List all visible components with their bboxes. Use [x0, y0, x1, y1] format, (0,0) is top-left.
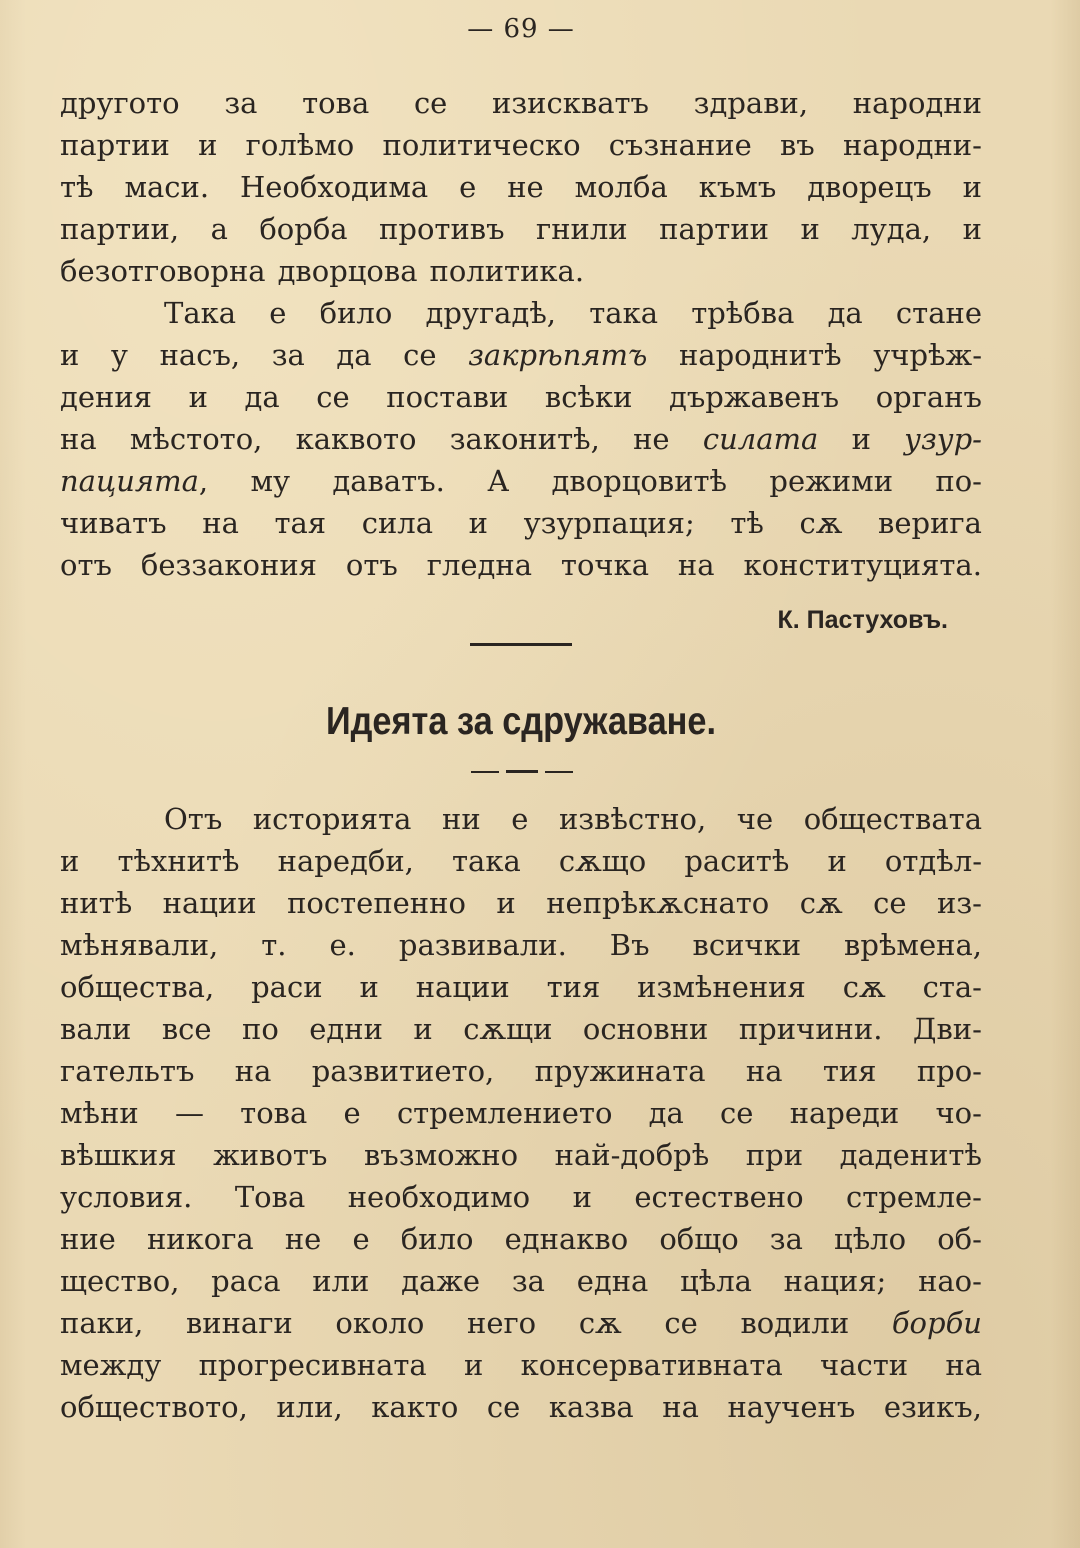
word: него — [467, 1306, 537, 1340]
word: езикъ, — [883, 1390, 982, 1424]
text-line — [60, 1134, 982, 1176]
text-line — [60, 208, 982, 250]
word: Това — [234, 1180, 306, 1214]
word: здрави, — [693, 86, 809, 120]
word: държавенъ — [669, 380, 840, 414]
word: постави — [386, 380, 509, 414]
text-line — [60, 882, 982, 924]
word: учрѣж- — [873, 338, 982, 372]
word: — — [174, 1096, 204, 1130]
word: трѣбва — [691, 296, 795, 330]
word: еднакво — [504, 1222, 629, 1256]
word: раси — [251, 970, 323, 1004]
word: нитѣ — [60, 886, 133, 920]
word: народнитѣ — [678, 338, 842, 372]
word: и — [413, 1012, 433, 1046]
ornament-dash-left — [471, 771, 499, 773]
word: се — [403, 338, 437, 372]
word: вали — [60, 1012, 132, 1046]
word: режими — [769, 464, 894, 498]
word: на — [662, 1390, 699, 1424]
text-line — [60, 1050, 982, 1092]
word: отъ — [345, 548, 398, 582]
word: на — [745, 1054, 783, 1088]
word: или — [312, 1264, 370, 1298]
book-page — [60, 0, 982, 1548]
word: партии — [60, 128, 170, 162]
word: необходимо — [347, 1180, 531, 1214]
word: узур- — [904, 422, 982, 456]
word: така — [589, 296, 658, 330]
word: наредби, — [277, 844, 414, 878]
text-block-article — [60, 798, 982, 1428]
word: про- — [916, 1054, 982, 1088]
word: така — [452, 844, 521, 878]
word: и — [188, 380, 208, 414]
word: както — [371, 1390, 459, 1424]
word: и — [198, 128, 218, 162]
text-line — [60, 334, 982, 376]
word: се — [720, 1096, 754, 1130]
word: не — [507, 170, 544, 204]
text-line — [60, 798, 982, 840]
word: на — [677, 548, 715, 582]
word: насъ, — [159, 338, 241, 372]
word: дворецъ — [807, 170, 932, 204]
word: врѣмена, — [844, 928, 982, 962]
text-line — [60, 1302, 982, 1344]
word: естествено — [634, 1180, 804, 1214]
text-line — [60, 840, 982, 882]
word: едни — [309, 1012, 383, 1046]
word: мѣни — [60, 1096, 139, 1130]
word: маси. — [124, 170, 210, 204]
word: пацията, — [60, 464, 209, 498]
word: тия — [546, 970, 601, 1004]
text-line — [60, 418, 982, 460]
word: части — [820, 1348, 909, 1382]
word: било — [319, 296, 393, 330]
word: извѣстно, — [558, 802, 707, 836]
word: стремлението — [396, 1096, 613, 1130]
word: около — [335, 1306, 425, 1340]
word: противъ — [379, 212, 505, 246]
text-line — [60, 124, 982, 166]
word: и — [827, 844, 847, 878]
word: паки, — [60, 1306, 144, 1340]
text-line — [60, 1344, 982, 1386]
word: нации — [162, 886, 257, 920]
word: да — [827, 296, 863, 330]
text-line — [60, 292, 982, 334]
word: развивали. — [398, 928, 567, 962]
word: народни — [852, 86, 982, 120]
word: сѫщо — [558, 844, 647, 878]
word: на — [234, 1054, 272, 1088]
word: пружината — [534, 1054, 706, 1088]
word: луда, — [851, 212, 932, 246]
word: било — [400, 1222, 474, 1256]
word: изискватъ — [492, 86, 649, 120]
word: да — [336, 338, 372, 372]
word: се — [316, 380, 350, 414]
word: дения — [60, 380, 152, 414]
word: възможно — [363, 1138, 519, 1172]
word: казва — [548, 1390, 634, 1424]
word: по- — [935, 464, 982, 498]
word: Необходима — [239, 170, 429, 204]
word: вѣшкия — [60, 1138, 177, 1172]
word: Дви- — [912, 1012, 982, 1046]
word: другото — [60, 86, 180, 120]
word: постепенно — [287, 886, 466, 920]
word: е — [511, 802, 529, 836]
word: и — [851, 422, 871, 456]
word: законитѣ, — [449, 422, 600, 456]
word: е — [343, 1096, 361, 1130]
word: на — [202, 506, 239, 540]
word: народни- — [842, 128, 982, 162]
word: мѣстото, — [129, 422, 263, 456]
word: Отъ — [164, 802, 223, 836]
word: стане — [895, 296, 982, 330]
title-ornament — [471, 770, 573, 773]
word: мѣнявали, — [60, 928, 219, 962]
section-divider — [470, 643, 572, 646]
word: обществото, — [60, 1390, 248, 1424]
word: т. — [261, 928, 287, 962]
word: водили — [740, 1306, 850, 1340]
text-line — [60, 82, 982, 124]
word: молба — [574, 170, 668, 204]
word: каквото — [295, 422, 417, 456]
word: тѣ — [730, 506, 764, 540]
word: тѣхнитѣ — [117, 844, 240, 878]
word: сѫ — [578, 1306, 622, 1340]
word: къмъ — [698, 170, 777, 204]
word: това — [302, 86, 370, 120]
word: и — [359, 970, 379, 1004]
word: точка — [560, 548, 650, 582]
word: даже — [401, 1264, 481, 1298]
word: прогресивната — [198, 1348, 427, 1382]
word: историята — [252, 802, 412, 836]
word: и — [60, 844, 80, 878]
word: и — [572, 1180, 592, 1214]
text-line — [60, 166, 982, 208]
text-line — [60, 250, 982, 292]
word: политика. — [429, 254, 585, 288]
word: стремле- — [846, 1180, 982, 1214]
word: даденитѣ — [839, 1138, 982, 1172]
text-line — [60, 966, 982, 1008]
word: Така — [164, 296, 237, 330]
word: и — [962, 212, 982, 246]
ornament-dash-middle — [506, 770, 538, 773]
word: конституцията. — [743, 548, 982, 582]
word: все — [161, 1012, 212, 1046]
word: не — [284, 1222, 322, 1256]
word: се — [413, 86, 448, 120]
text-line — [60, 924, 982, 966]
word: при — [745, 1138, 804, 1172]
text-line — [60, 544, 982, 586]
word: партии, — [60, 212, 180, 246]
text-block-pastuhov — [60, 82, 982, 586]
word: сѫщи — [463, 1012, 553, 1046]
word: цѣла — [680, 1264, 752, 1298]
word: отъ — [60, 548, 112, 582]
word: нареди — [789, 1096, 900, 1130]
text-line — [60, 1218, 982, 1260]
word: и — [496, 886, 516, 920]
word: не — [633, 422, 670, 456]
text-line — [60, 502, 982, 544]
word: партии — [659, 212, 769, 246]
word: му — [250, 464, 291, 498]
word: цѣло — [834, 1222, 907, 1256]
text-line — [60, 460, 982, 502]
word: другадѣ, — [425, 296, 557, 330]
word: причини. — [738, 1012, 883, 1046]
word: и — [468, 506, 488, 540]
word: винаги — [185, 1306, 293, 1340]
word: беззакония — [140, 548, 317, 582]
word: въ — [779, 128, 815, 162]
text-line — [60, 1092, 982, 1134]
word: сѫ — [842, 970, 886, 1004]
word: гнили — [536, 212, 628, 246]
word: съзнание — [608, 128, 752, 162]
word: всѣки — [544, 380, 633, 414]
word: тѣ — [60, 170, 94, 204]
word: общества, — [60, 970, 215, 1004]
word: А — [487, 464, 510, 498]
word: и — [962, 170, 982, 204]
word: развитието, — [311, 1054, 495, 1088]
text-line — [60, 376, 982, 418]
word: всички — [692, 928, 802, 962]
word: об- — [937, 1222, 982, 1256]
word: обществата — [803, 802, 982, 836]
word: за — [769, 1222, 803, 1256]
word: чиватъ — [60, 506, 167, 540]
word: узурпация; — [523, 506, 695, 540]
text-line — [60, 1176, 982, 1218]
word: ние — [60, 1222, 116, 1256]
word: у — [110, 338, 128, 372]
word: даватъ. — [332, 464, 445, 498]
word: из- — [936, 886, 982, 920]
text-line — [60, 1386, 982, 1428]
section-title: Идеята за сдружаване. — [325, 700, 717, 743]
word: тия — [822, 1054, 877, 1088]
word: условия. — [60, 1180, 193, 1214]
word: животъ — [213, 1138, 328, 1172]
ornament-dash-right — [545, 771, 573, 773]
page-number: — 69 — — [467, 14, 575, 44]
word: отдѣл- — [884, 844, 982, 878]
word: дворцова — [277, 254, 418, 288]
word: политическо — [382, 128, 581, 162]
word: най-добрѣ — [554, 1138, 710, 1172]
word: и — [463, 1348, 484, 1382]
word: борби — [891, 1306, 982, 1340]
word: нация; — [783, 1264, 887, 1298]
word: между — [60, 1348, 162, 1382]
word: силата — [702, 422, 819, 456]
word: се — [486, 1390, 521, 1424]
word: голѣмо — [245, 128, 355, 162]
word: консервативната — [520, 1348, 783, 1382]
word: да — [244, 380, 280, 414]
word: се — [873, 886, 907, 920]
word: борба — [259, 212, 348, 246]
word: органъ — [875, 380, 982, 414]
word: е — [269, 296, 287, 330]
author-signature: К. Пастуховъ. — [777, 606, 948, 634]
word: дворцовитѣ — [551, 464, 728, 498]
word: основни — [582, 1012, 709, 1046]
word: гательтъ — [60, 1054, 195, 1088]
word: чо- — [935, 1096, 982, 1130]
word: измѣнения — [637, 970, 806, 1004]
text-line — [60, 1260, 982, 1302]
word: по — [242, 1012, 279, 1046]
word: сѫ — [799, 886, 843, 920]
word: сила — [361, 506, 434, 540]
word: верига — [878, 506, 982, 540]
word: да — [648, 1096, 684, 1130]
word: на — [945, 1348, 982, 1382]
word: се — [664, 1306, 698, 1340]
word: закрѣпятъ — [468, 338, 648, 372]
word: за — [511, 1264, 545, 1298]
word: Въ — [609, 928, 650, 962]
word: или, — [276, 1390, 343, 1424]
word: сѫ — [799, 506, 843, 540]
word: е. — [329, 928, 356, 962]
word: е — [352, 1222, 370, 1256]
word: раса — [211, 1264, 281, 1298]
word: това — [240, 1096, 308, 1130]
word: гледна — [426, 548, 533, 582]
word: че — [736, 802, 774, 836]
word: за — [224, 86, 258, 120]
word: е — [459, 170, 477, 204]
word: щество, — [60, 1264, 180, 1298]
word: непрѣкѫснато — [546, 886, 770, 920]
word: за — [271, 338, 305, 372]
word: а — [210, 212, 228, 246]
word: нао- — [918, 1264, 982, 1298]
word: тая — [274, 506, 327, 540]
word: и — [800, 212, 820, 246]
text-line — [60, 1008, 982, 1050]
word: една — [576, 1264, 649, 1298]
word: никога — [146, 1222, 254, 1256]
word: и — [60, 338, 80, 372]
word: ста- — [922, 970, 982, 1004]
word: общо — [659, 1222, 739, 1256]
word: безотговорна — [60, 254, 266, 288]
word: на — [60, 422, 97, 456]
word: ни — [442, 802, 481, 836]
word: раситѣ — [684, 844, 790, 878]
word: наученъ — [727, 1390, 856, 1424]
word: нации — [415, 970, 510, 1004]
